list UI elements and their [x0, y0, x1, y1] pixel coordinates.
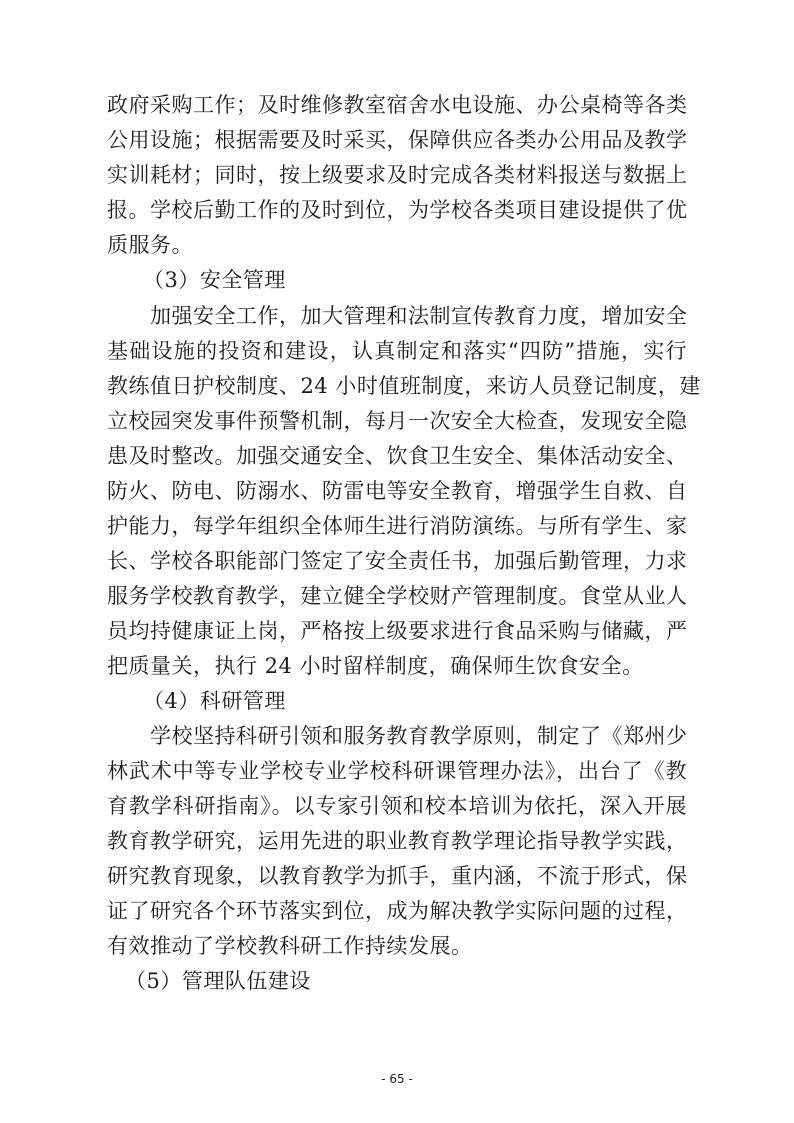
paragraph-3-line-7: 有效推动了学校教科研工作持续发展。 [107, 934, 473, 958]
paragraph-3-line-1: 学校坚持科研引领和服务教育教学原则，制定了《郑州少 [150, 724, 688, 748]
paragraph-2-line-9: 服务学校教育教学，建立健全学校财产管理制度。食堂从业人 [107, 584, 688, 608]
paragraph-1-line-4: 报。学校后勤工作的及时到位，为学校各类项目建设提供了优 [107, 198, 688, 222]
paragraph-1-line-2: 公用设施；根据需要及时采买，保障供应各类办公用品及教学 [107, 128, 688, 152]
paragraph-2-line-6: 防火、防电、防溺水、防雷电等安全教育，增强学生自救、自 [107, 479, 688, 503]
paragraph-2-line-4: 立校园突发事件预警机制，每月一次安全大检查，发现安全隐 [107, 409, 688, 433]
paragraph-2-line-5: 患及时整改。加强交通安全、饮食卫生安全、集体活动安全、 [107, 444, 688, 468]
section-heading-safety: （3）安全管理 [143, 268, 286, 292]
paragraph-3-line-5: 研究教育现象，以教育教学为抓手，重内涵，不流于形式，保 [107, 864, 688, 888]
page-number: - 65 - [381, 1072, 413, 1086]
paragraph-3-line-2: 林武术中等专业学校专业学校科研课管理办法》，出台了《教 [107, 759, 687, 783]
paragraph-2-line-2: 基础设施的投资和建设，认真制定和落实“四防”措施，实行 [107, 339, 687, 363]
paragraph-2-line-1: 加强安全工作，加大管理和法制宣传教育力度，增加安全 [150, 304, 688, 328]
paragraph-1-line-5: 质服务。 [107, 233, 193, 257]
paragraph-2-line-3: 教练值日护校制度、24 小时值班制度，来访人员登记制度，建 [107, 374, 701, 398]
paragraph-1-line-1: 政府采购工作；及时维修教室宿舍水电设施、办公桌椅等各类 [107, 93, 688, 117]
paragraph-3-line-6: 证了研究各个环节落实到位，成为解决教学实际问题的过程， [107, 899, 688, 923]
paragraph-1-line-3: 实训耗材；同时，按上级要求及时完成各类材料报送与数据上 [107, 163, 688, 187]
paragraph-3-line-3: 育教学科研指南》。以专家引领和校本培训为依托，深入开展 [107, 794, 687, 818]
paragraph-2-line-7: 护能力，每学年组织全体师生进行消防演练。与所有学生、家 [107, 514, 688, 538]
paragraph-2-line-11: 把质量关，执行 24 小时留样制度，确保师生饮食安全。 [107, 654, 644, 678]
section-heading-research: （4）科研管理 [143, 689, 286, 713]
paragraph-2-line-10: 员均持健康证上岗，严格按上级要求进行食品采购与储藏，严 [107, 619, 688, 643]
section-heading-management-team: （5）管理队伍建设 [125, 969, 311, 993]
paragraph-3-line-4: 教育教学研究，运用先进的职业教育教学理论指导教学实践， [107, 829, 688, 853]
paragraph-2-line-8: 长、学校各职能部门签定了安全责任书，加强后勤管理，力求 [107, 549, 688, 573]
